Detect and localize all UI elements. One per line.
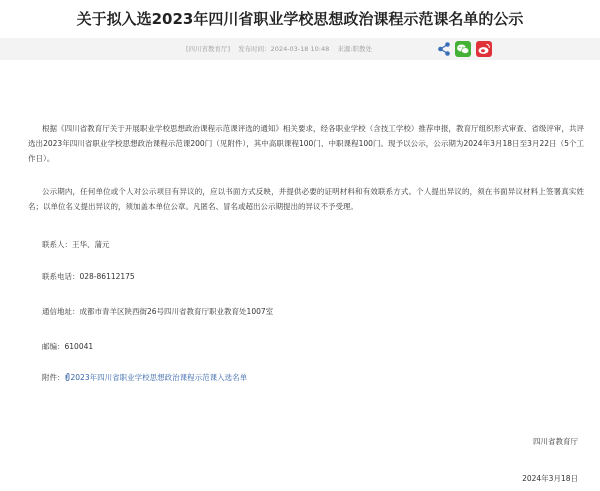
meta-publish-time: 发布时间：2024-03-18 10:48	[238, 45, 330, 53]
signature-date: 2024年3月18日	[522, 474, 578, 483]
contact-address: 通信地址：成都市青羊区陕西街26号四川省教育厅职业教育处1007室	[42, 307, 274, 316]
page-title: 关于拟入选2023年四川省职业学校思想政治课程示范课名单的公示	[76, 10, 524, 28]
meta-origin: 来源:职教处	[337, 45, 373, 53]
weibo-icon[interactable]	[476, 41, 492, 57]
body-paragraph-2: 公示期内，任何单位或个人对公示项目有异议的，应以书面方式反映，并提供必要的证明材料和有效联系方式。个人提出异议的，须在书面异议材料上签署真实姓名；以单位名义提出异议的，须加盖本单位公章。凡匿名、冒名或超出公示期提出的异议不予受理。	[28, 187, 584, 211]
article-meta	[186, 38, 378, 60]
attachment-label: 附件：	[42, 373, 65, 382]
attachment-row	[42, 371, 247, 385]
attachment-link[interactable]	[65, 373, 248, 382]
share-icon[interactable]	[437, 41, 451, 57]
meta-bar	[0, 38, 600, 60]
wechat-icon[interactable]	[455, 41, 471, 57]
signature-org: 四川省教育厅	[533, 437, 578, 446]
body-paragraph-1: 根据《四川省教育厅关于开展职业学校思想政治课程示范课评选的通知》相关要求，经各职业学校（含技工学校）推荐申报，教育厅组织形式审查、省级评审，共评选出2023年四川省职业学校思想政治课程示范课200门（见附件），其中高职课程100门、中职课程100门。现予以公示，公示期为2024年3月18日至3月22日（5个工作日）。	[28, 124, 584, 163]
attachment-link-text: 2023年四川省职业学校思想政治课程示范课入选名单	[70, 373, 248, 382]
contact-person: 联系人：王华、蒲元	[42, 240, 110, 249]
contact-postcode: 邮编：610041	[42, 342, 94, 351]
paperclip-icon	[65, 373, 70, 381]
meta-source[interactable]: [四川省教育厅]	[186, 45, 231, 53]
contact-phone: 联系电话：028-86112175	[42, 272, 135, 281]
